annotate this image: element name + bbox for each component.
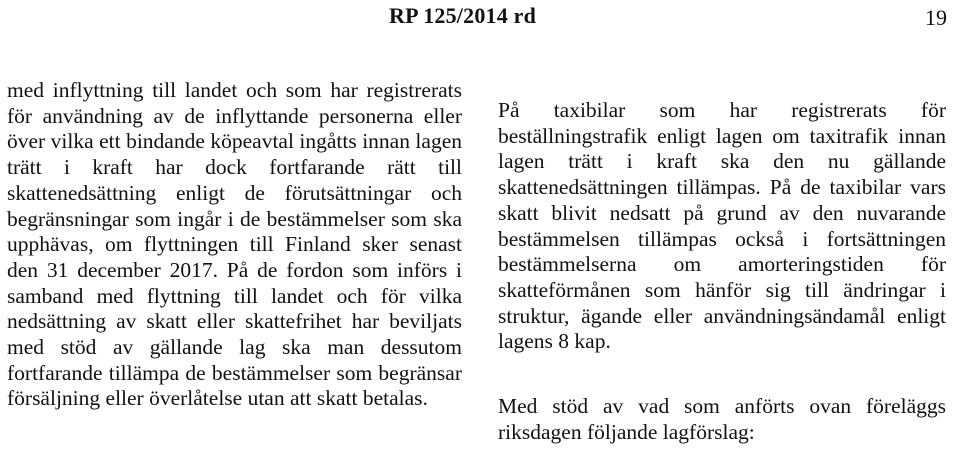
proposal-intro-paragraph: Med stöd av vad som anförts ovan föreläggs riksdagen följande lagförslag:	[498, 394, 946, 444]
right-text-column	[498, 98, 946, 445]
left-text-column	[7, 78, 462, 412]
taxi-paragraph: På taxibilar som har registrerats för beställningstrafik enligt lagen om taxitrafik innan lagen trätt i kraft ska den nu gällande skattenedsättningen tillämpas. På de taxibilar vars skatt blivit nedsatt på grund av den nuvarande bestämmelsen tillämpas också i fortsättningen bestämmelserna om amorteringstiden för skatteförmånen som hänför sig till ändringar i struktur, ägande eller användningsändamål enligt lagens 8 kap.	[498, 98, 946, 354]
document-header-title: RP 125/2014 rd	[389, 3, 537, 28]
page-number: 19	[925, 5, 947, 30]
left-paragraph: med inflyttning till landet och som har registrerats för användning av de inflyttande personerna eller över vilka ett bindande köpeavtal ingåtts innan lagen trätt i kraft har dock fortfarande rätt till skattenedsättning enligt de förutsättningar och begränsningar som ingår i de bestämmelser som ska upphävas, om flyttningen till Finland sker senast den 31 december 2017. På de fordon som införs i samband med flyttning till landet och för vilka nedsättning av skatt eller skattefrihet har beviljats med stöd av gällande lag ska man dessutom fortfarande tillämpa de bestämmelser som begränsar försäljning eller överlåtelse utan att skatt betalas.	[7, 78, 462, 411]
